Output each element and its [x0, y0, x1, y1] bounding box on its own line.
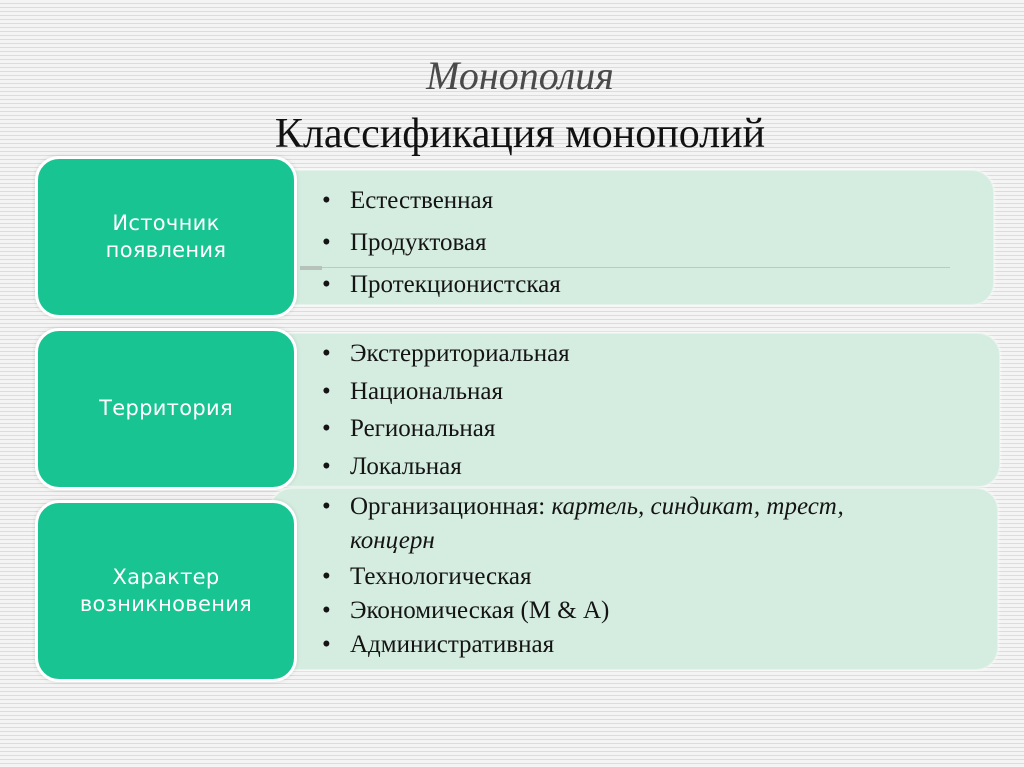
group-1-label-text: Источник появления — [105, 210, 227, 262]
group-2-list — [322, 335, 570, 485]
group-1-label — [35, 156, 297, 318]
group-2-label-text: Территория — [99, 396, 233, 421]
slide-title: Классификация монополий — [274, 111, 766, 157]
list-item: • Протекционистская — [322, 264, 561, 306]
group-1-list — [322, 180, 561, 306]
item-detail-text: картель, синдикат, трест, концерн — [350, 493, 844, 554]
group-3-label-text: Характер возникновения — [79, 564, 253, 616]
list-item: • Локальная — [322, 448, 570, 486]
group-3-list — [322, 490, 895, 662]
list-item: • Естественная — [322, 180, 561, 222]
slide-subtitle: Монополия — [426, 53, 614, 98]
list-item: • Экономическая (М & А) — [322, 594, 895, 628]
list-item — [322, 490, 895, 558]
item-main-text: Организационная: — [350, 493, 552, 520]
list-item: • Региональная — [322, 410, 570, 448]
list-item: • Национальная — [322, 373, 570, 411]
divider-mark — [300, 266, 322, 270]
list-item: • Технологическая — [322, 560, 895, 594]
group-2-label — [35, 328, 297, 490]
list-item: • Административная — [322, 628, 895, 662]
list-item: • Продуктовая — [322, 222, 561, 264]
group-3-label — [35, 500, 297, 682]
list-item: • Экстерриториальная — [322, 335, 570, 373]
